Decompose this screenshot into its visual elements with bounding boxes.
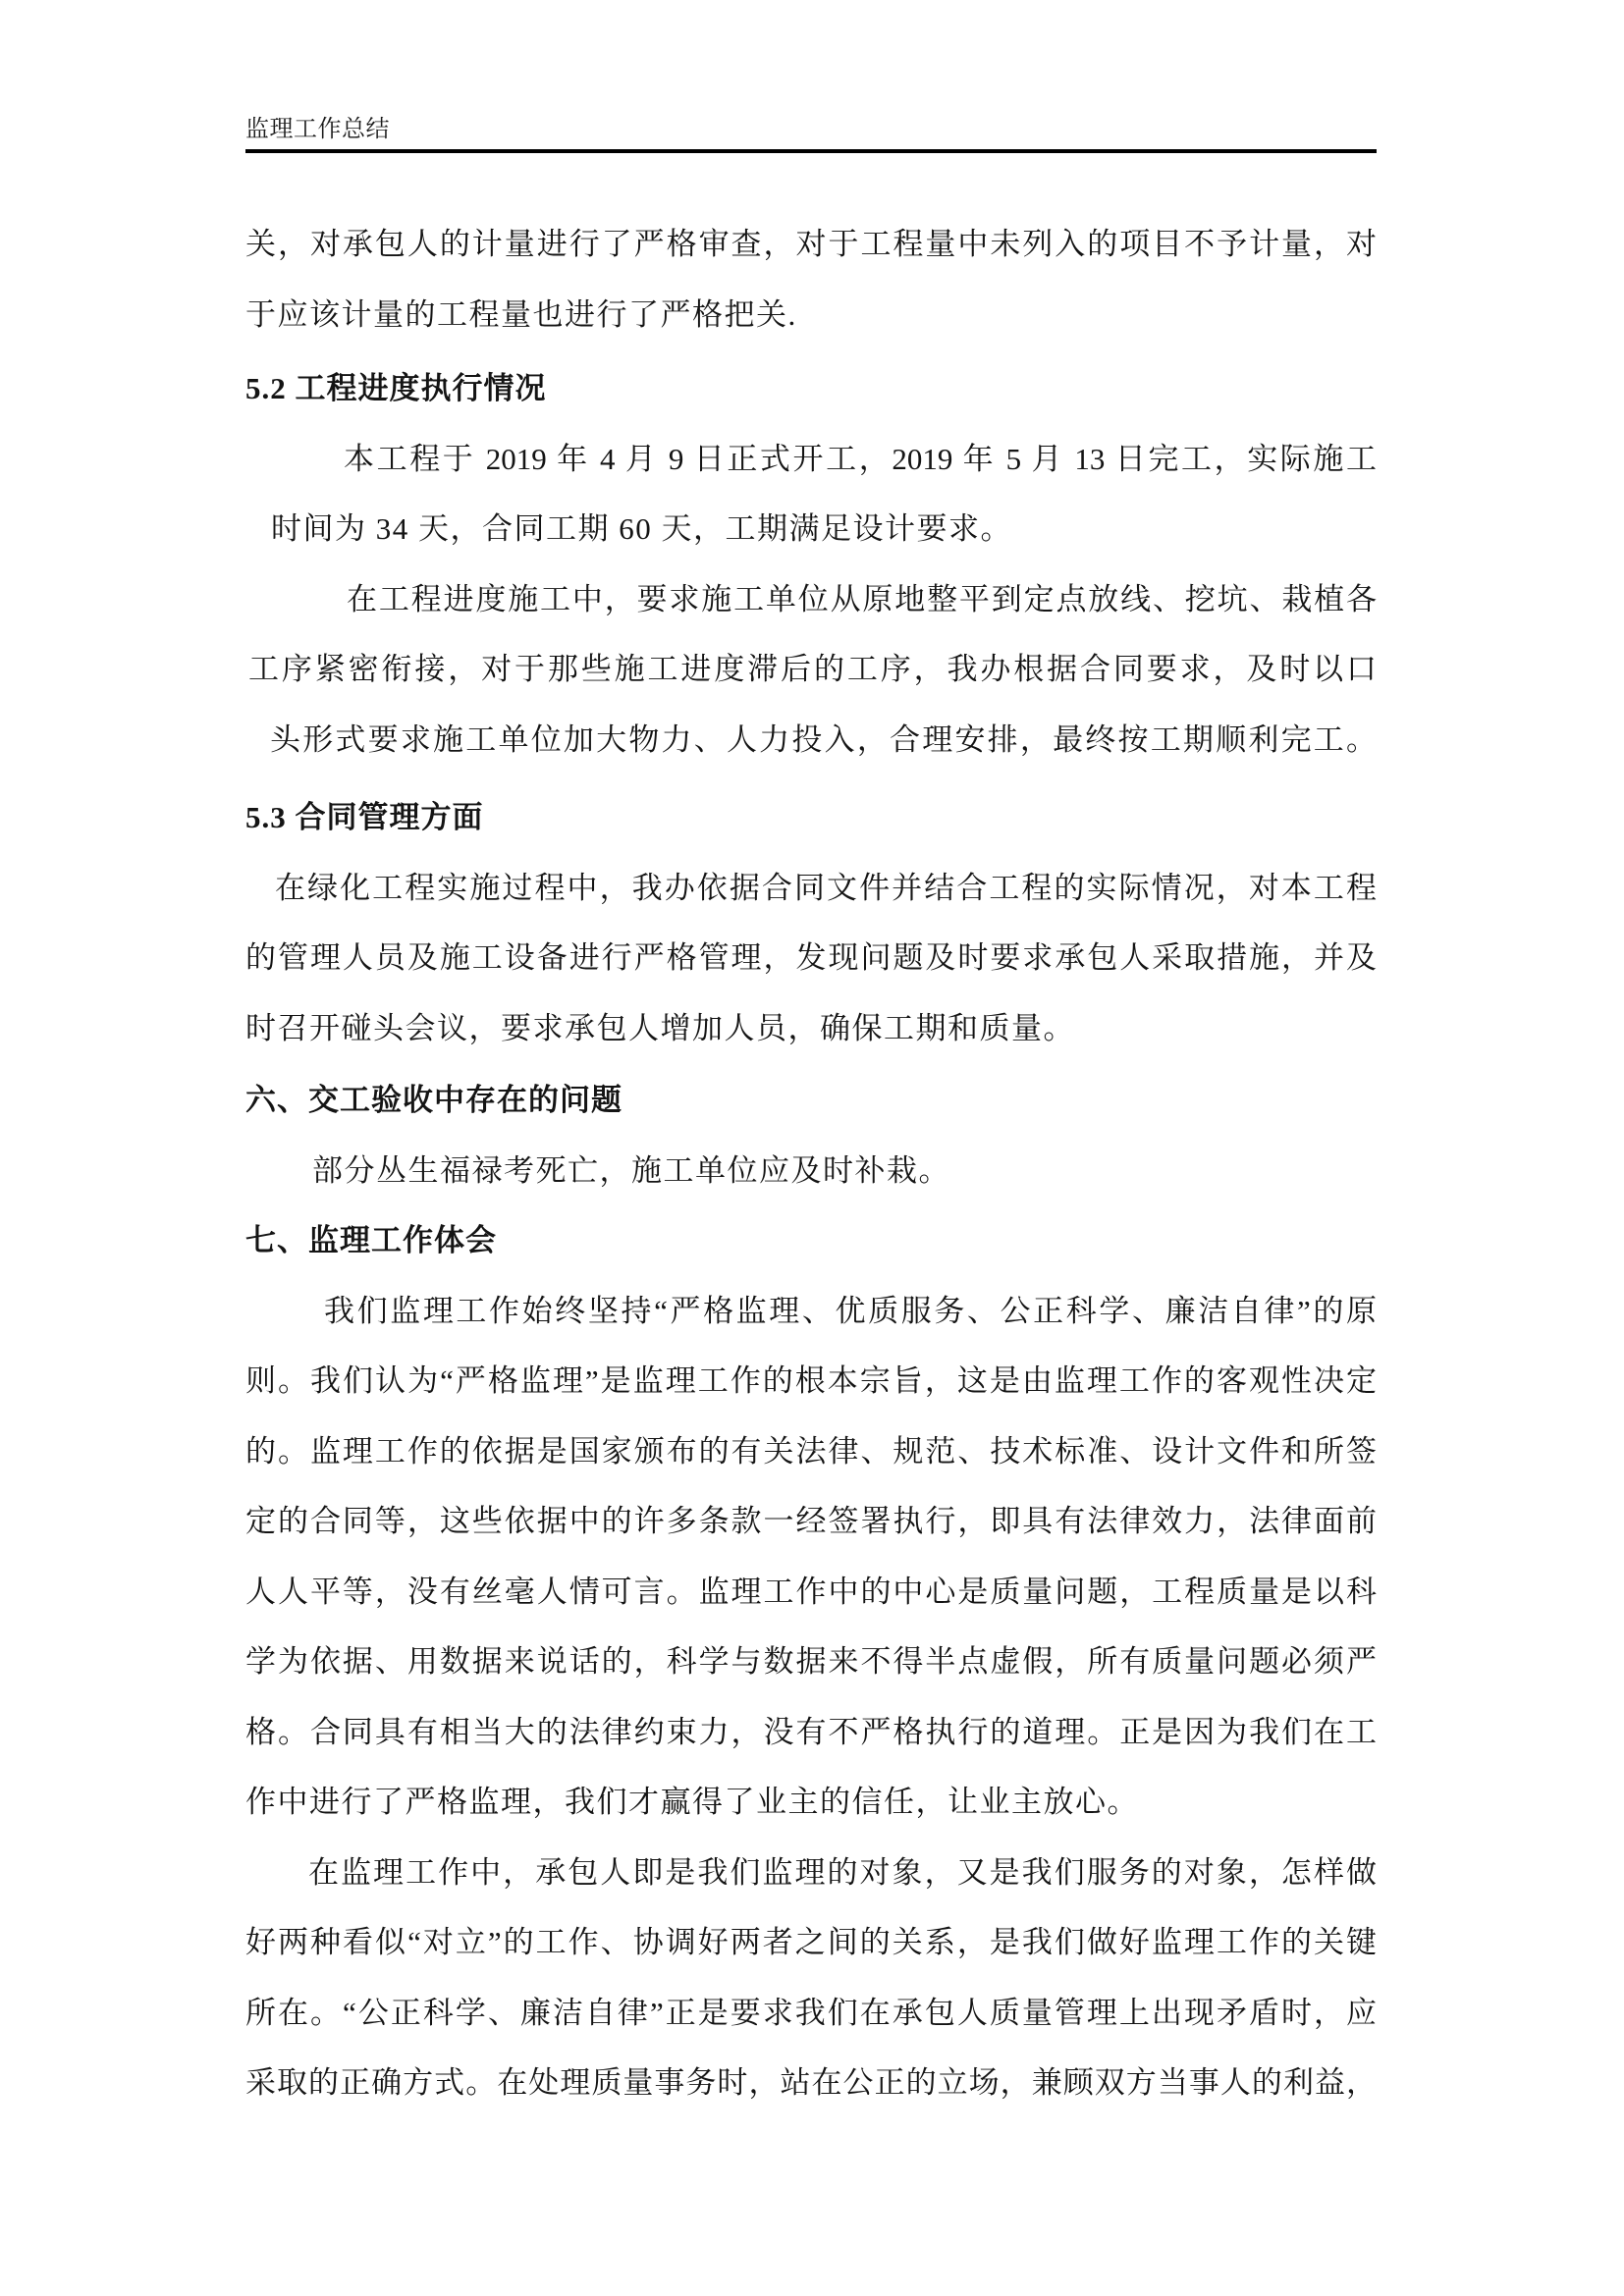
section-heading: 5.2 工程进度执行情况 [245,371,547,405]
text-line: 好两种看似“对立”的工作、协调好两者之间的关系，是我们做好监理工作的关键 [245,1925,1377,1959]
text-line: 的。监理工作的依据是国家颁布的有关法律、规范、技术标准、设计文件和所签 [245,1433,1377,1468]
text-line: 时间为 34 天，合同工期 60 天，工期满足设计要求。 [271,511,1012,546]
text-line: 则。我们认为“严格监理”是监理工作的根本宗旨，这是由监理工作的客观性决定 [245,1363,1377,1398]
text-line: 人人平等，没有丝毫人情可言。监理工作中的中心是质量问题，工程质量是以科 [245,1574,1377,1609]
text-line: 所在。“公正科学、廉洁自律”正是要求我们在承包人质量管理上出现矛盾时，应 [245,1995,1377,2030]
section-heading: 七、监理工作体会 [245,1223,497,1257]
text-line: 工序紧密衔接，对于那些施工进度滞后的工序，我办根据合同要求，及时以口 [248,652,1377,686]
text-line: 时召开碰头会议，要求承包人增加人员，确保工期和质量。 [245,1010,1075,1045]
text-line: 在工程进度施工中，要求施工单位从原地整平到定点放线、挖坑、栽植各 [347,581,1377,616]
text-line: 作中进行了严格监理，我们才赢得了业主的信任，让业主放心。 [245,1785,1139,1819]
document-body [245,209,1377,2118]
text-line: 格。合同具有相当大的法律约束力，没有不严格执行的道理。正是因为我们在工 [245,1714,1377,1749]
text-line: 头形式要求施工单位加大物力、人力投入，合理安排，最终按工期顺利完工。 [270,721,1377,757]
page-header-title: 监理工作总结 [245,117,390,142]
text-line: 采取的正确方式。在处理质量事务时，站在公正的立场，兼顾双方当事人的利益， [245,2065,1377,2100]
section-heading: 5.3 合同管理方面 [245,800,484,834]
text-line: 关，对承包人的计量进行了严格审查，对于工程量中未列入的项目不予计量，对 [245,227,1377,261]
text-line: 本工程于 2019 年 4 月 9 日正式开工，2019 年 5 月 13 日完工，实际施工 [344,441,1377,476]
text-line: 于应该计量的工程量也进行了严格把关. [245,296,797,332]
text-line: 在绿化工程实施过程中，我办依据合同文件并结合工程的实际情况，对本工程 [275,870,1377,905]
text-line: 的管理人员及施工设备进行严格管理，发现问题及时要求承包人采取措施，并及 [245,940,1377,975]
text-line: 学为依据、用数据来说话的，科学与数据来不得半点虚假，所有质量问题必须严 [245,1644,1377,1679]
text-line: 部分丛生福禄考死亡，施工单位应及时补栽。 [312,1152,950,1188]
section-heading: 六、交工验收中存在的问题 [245,1083,623,1117]
header-rule [245,149,1377,153]
text-line: 在监理工作中，承包人即是我们监理的对象，又是我们服务的对象，怎样做 [308,1854,1377,1890]
text-line: 定的合同等，这些依据中的许多条款一经签署执行，即具有法律效力，法律面前 [245,1504,1377,1538]
text-line: 我们监理工作始终坚持“严格监理、优质服务、公正科学、廉洁自律”的原 [324,1293,1377,1328]
